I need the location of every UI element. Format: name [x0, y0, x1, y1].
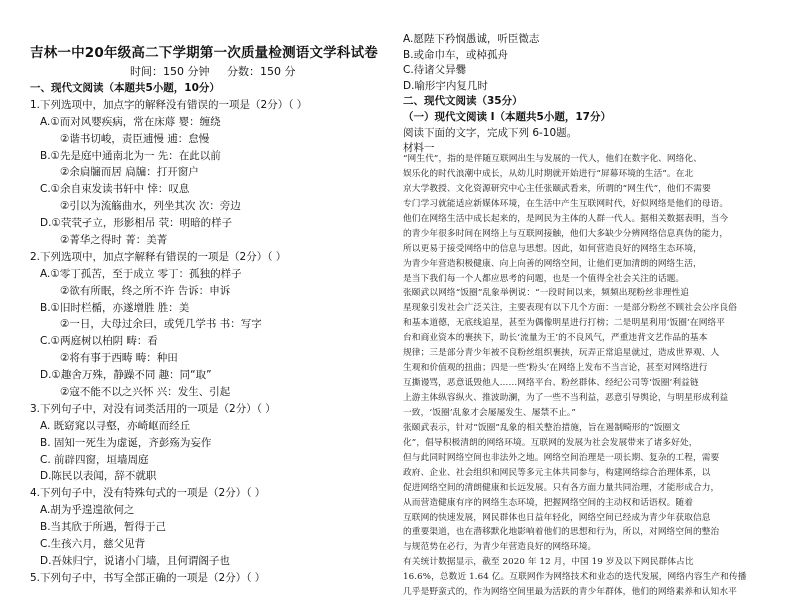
- question-line: 一、现代文阅读（本题共5小题，10分）: [30, 82, 220, 94]
- passage-line: 的青少年很多时间在网络上与互联网接触，他们大多缺少分辨网络信息真伪的能力，: [403, 228, 729, 239]
- passage-line: 从而营造健康有序的网络生态环境，把握网络空间的主动权和话语权。随着: [403, 497, 693, 508]
- question-line: B.①先是庭中通南北为一 先：在此以前: [40, 149, 221, 162]
- passage-line: 16.6%，总数近 1.64 亿。互联网作为网络技术和业态的迭代发展，网络内容生产和传播: [403, 572, 747, 583]
- question-line: B. 固知一死生为虚诞，齐彭殇为妄作: [40, 436, 212, 449]
- passage-line: 为青少年营造积极健康、向上向善的网络空间，让他们更加清朗的网络生活，: [403, 258, 702, 269]
- question-line: C.待诸父异爨: [403, 64, 467, 77]
- passage-line: 所以更易于接受网络中的信息与思想。因此，如何营造良好的网络生态环境，: [403, 243, 702, 254]
- question-line: ②余扃牖而居 扃牖：打开窗户: [60, 166, 199, 179]
- passage-line: 规律；三是部分青少年被不良粉丝组织裹挟，玩弄正常追星就过，造成世界观、人: [403, 348, 720, 359]
- passage-line: 有关统计数据显示，截至 2020 年 12 月，中国 19 岁及以下网民群体占比: [403, 557, 694, 568]
- question-line: ②寇不能不以之兴怀 兴：发生、引起: [60, 386, 231, 399]
- passage-line: 星现象引发社会广泛关注，主要表现有以下几个方面：一是部分粉丝不顾社会公序良俗: [403, 303, 737, 314]
- passage-line: 生观和价值观的扭曲；四是一些‘粉头’在网络上发布不当言论，甚至对网络进行: [403, 363, 708, 374]
- passage-line: 互联网的快速发展，网民群体也日益年轻化，网络空间已经成为青少年获取信息: [403, 512, 711, 523]
- question-line: （一）现代文阅读 I（本题共5小题，17分）: [403, 110, 611, 123]
- question-line: A.①零丁孤苦，至于成立 零丁：孤独的样子: [40, 267, 242, 280]
- question-line: A.胡为乎遑遑欲何之: [40, 504, 135, 517]
- passage-line: 台和商业资本的裹挟下，助长‘流量为王’的不良风气，严重违背文艺作品的基本: [403, 333, 708, 344]
- passage-line: 张颐武表示，针对“饭圈”乱象的相关整治措施，旨在遏制畸形的“饭圈文: [403, 422, 681, 433]
- exam-meta: [130, 63, 310, 79]
- question-line: ②引以为流觞曲水，列坐其次 次：旁边: [60, 200, 241, 213]
- question-line: C.①余自束发读书轩中 悻：叹息: [40, 183, 190, 196]
- reading-passage: [403, 152, 775, 600]
- passage-line: 娱乐化的时代浪潮中成长，从幼儿时期就开始进行“屏幕环境的生活”。在北: [403, 168, 694, 179]
- question-line: ②将有事于西畴 畴：种田: [60, 352, 178, 365]
- passage-line: 上游主体纵容纵火、推波助澜，为了一些不当利益，恶意引导舆论，与明星形成利益: [403, 393, 729, 403]
- question-line: D.吾妹归宁，说诸小门墙，且何谓阁子也: [40, 554, 230, 567]
- question-line: 3.下列句子中，对没有词类活用的一项是（2分）（ ）: [30, 402, 276, 415]
- passage-line: 与规范势在必行，为青少年营造良好的网络环境。: [403, 542, 597, 553]
- question-line: A.愿陛下矜悯愚诚，听臣微志: [403, 33, 540, 45]
- passage-line: 政府、企业、社会组织和网民等多元主体共同参与，构建网络综合治理体系，以: [403, 467, 711, 478]
- passage-line: 是当下我们每一个人都应思考的问题，也是一个值得全社会关注的话题。: [403, 273, 685, 284]
- passage-line: 促进网络空间的清朗健康和长远发展。只有各方面力量共同治理，才能形成合力，: [403, 482, 720, 493]
- question-line: B.或命巾车，或棹孤舟: [403, 48, 509, 61]
- question-line: A.①而对风婴疾病，常在床蓐 婴：缠绕: [40, 115, 221, 128]
- question-line: C. 前辟四窗，垣墙周庭: [40, 453, 149, 466]
- question-line: ②一日，大母过余曰，或凭几学书 书：写字: [60, 318, 262, 331]
- question-line: A. 既窈窕以寻壑，亦崎岖而经丘: [40, 419, 191, 432]
- exam-title: 吉林一中20年级高二下学期第一次质量检测语文学科试卷: [30, 45, 378, 61]
- passage-line: 一致，‘饭圈’乱象才会屡屡发生、屡禁不止。”: [403, 407, 576, 418]
- question-line: 材料一: [403, 142, 435, 155]
- passage-line: 京大学教授、文化资源研究中心主任张颐武看来，所谓的“网生代”，他们不需要: [403, 183, 711, 194]
- passage-line: 他们在网络生活中成长起来的，是网民为主体的人群一代人。据相关数据表明，当今: [403, 213, 729, 224]
- question-line: ②菁华之得时 菁：美菁: [60, 234, 168, 247]
- question-line: D.喻形宇内复几时: [403, 79, 488, 92]
- question-line: D.①茕茕孑立，形影相吊 茕：明暗的样子: [40, 217, 233, 230]
- question-line: B.①旧时栏楯，亦遂增胜 胜：美: [40, 301, 190, 314]
- passage-line: 专门学习就能适应新媒体环境，在生活中产生互联网时代，好似网络是他们的母语。: [403, 198, 729, 209]
- passage-line: 和基本道德，无底线追星，甚至为偶像明星进行打榜；二是明星利用‘饭圈’在网络平: [403, 318, 726, 329]
- passage-line: 但与此同时网络空间也非法外之地。网络空间治理是一项长期、复杂的工程，需要: [403, 452, 720, 463]
- passage-line: 几乎是野蛮式的，作为网络空间里最为活跃的青少年群体，他们的网络素养和认知水平: [403, 587, 737, 598]
- question-line: 2.下列选项中，加点字解释有错误的一项是（2分）（ ）: [30, 250, 287, 263]
- question-line: D.陈民以表闻，辞不就职: [40, 470, 157, 483]
- question-line: ②谐书切峻，责臣逋慢 逋：怠慢: [60, 132, 210, 145]
- passage-line: 化”，倡导积极清朗的网络环境。互联网的发展为社会发展带来了诸多好处，: [403, 437, 698, 448]
- question-line: 5.下列句子中，书写全部正确的一项是（2分）（ ）: [30, 571, 266, 584]
- passage-line: 互撕谩骂，恶意诋毁他人……网络平台、粉丝群体、经纪公司等‘饭圈’利益链: [403, 378, 699, 389]
- right-column: [403, 0, 775, 598]
- question-line: D.①趣舍万殊，静躁不同 趣：同“取”: [40, 369, 212, 382]
- question-line: 4.下列句子中，没有特殊句式的一项是（2分）（ ）: [30, 487, 266, 500]
- exam-score: 分数：150 分: [227, 65, 296, 78]
- question-line: C.生孩六月，慈父见背: [40, 538, 146, 551]
- question-line: C.①两庭树以柏阴 畴：看: [40, 335, 158, 348]
- left-question-lines: [30, 80, 392, 587]
- right-question-lines: [403, 32, 775, 157]
- question-line: ②欲有所眠，终之所不许 告诉：申诉: [60, 284, 231, 297]
- question-line: 阅读下面的文字，完成下列 6-10题。: [403, 126, 578, 139]
- question-line: 1.下列选项中，加点字的解释没有错误的一项是（2分）（ ）: [30, 98, 308, 111]
- exam-time: 时间：150 分钟: [130, 65, 210, 78]
- passage-line: “网生代”，指的是伴随互联网出生与发展的一代人，他们在数字化、网络化、: [403, 154, 703, 164]
- question-line: 二、现代文阅读（35分）: [403, 95, 523, 108]
- passage-line: 张颐武以网络“饭圈”乱象举例说：“一段时间以来，频频出现粉丝非理性追: [403, 288, 690, 299]
- question-line: B.当其欣于所遇，暂得于己: [40, 521, 167, 534]
- passage-line: 的重要渠道，也在潜移默化地影响着他们的思想和行为，所以，对网络空间的整治: [403, 527, 720, 538]
- left-column: [30, 0, 392, 584]
